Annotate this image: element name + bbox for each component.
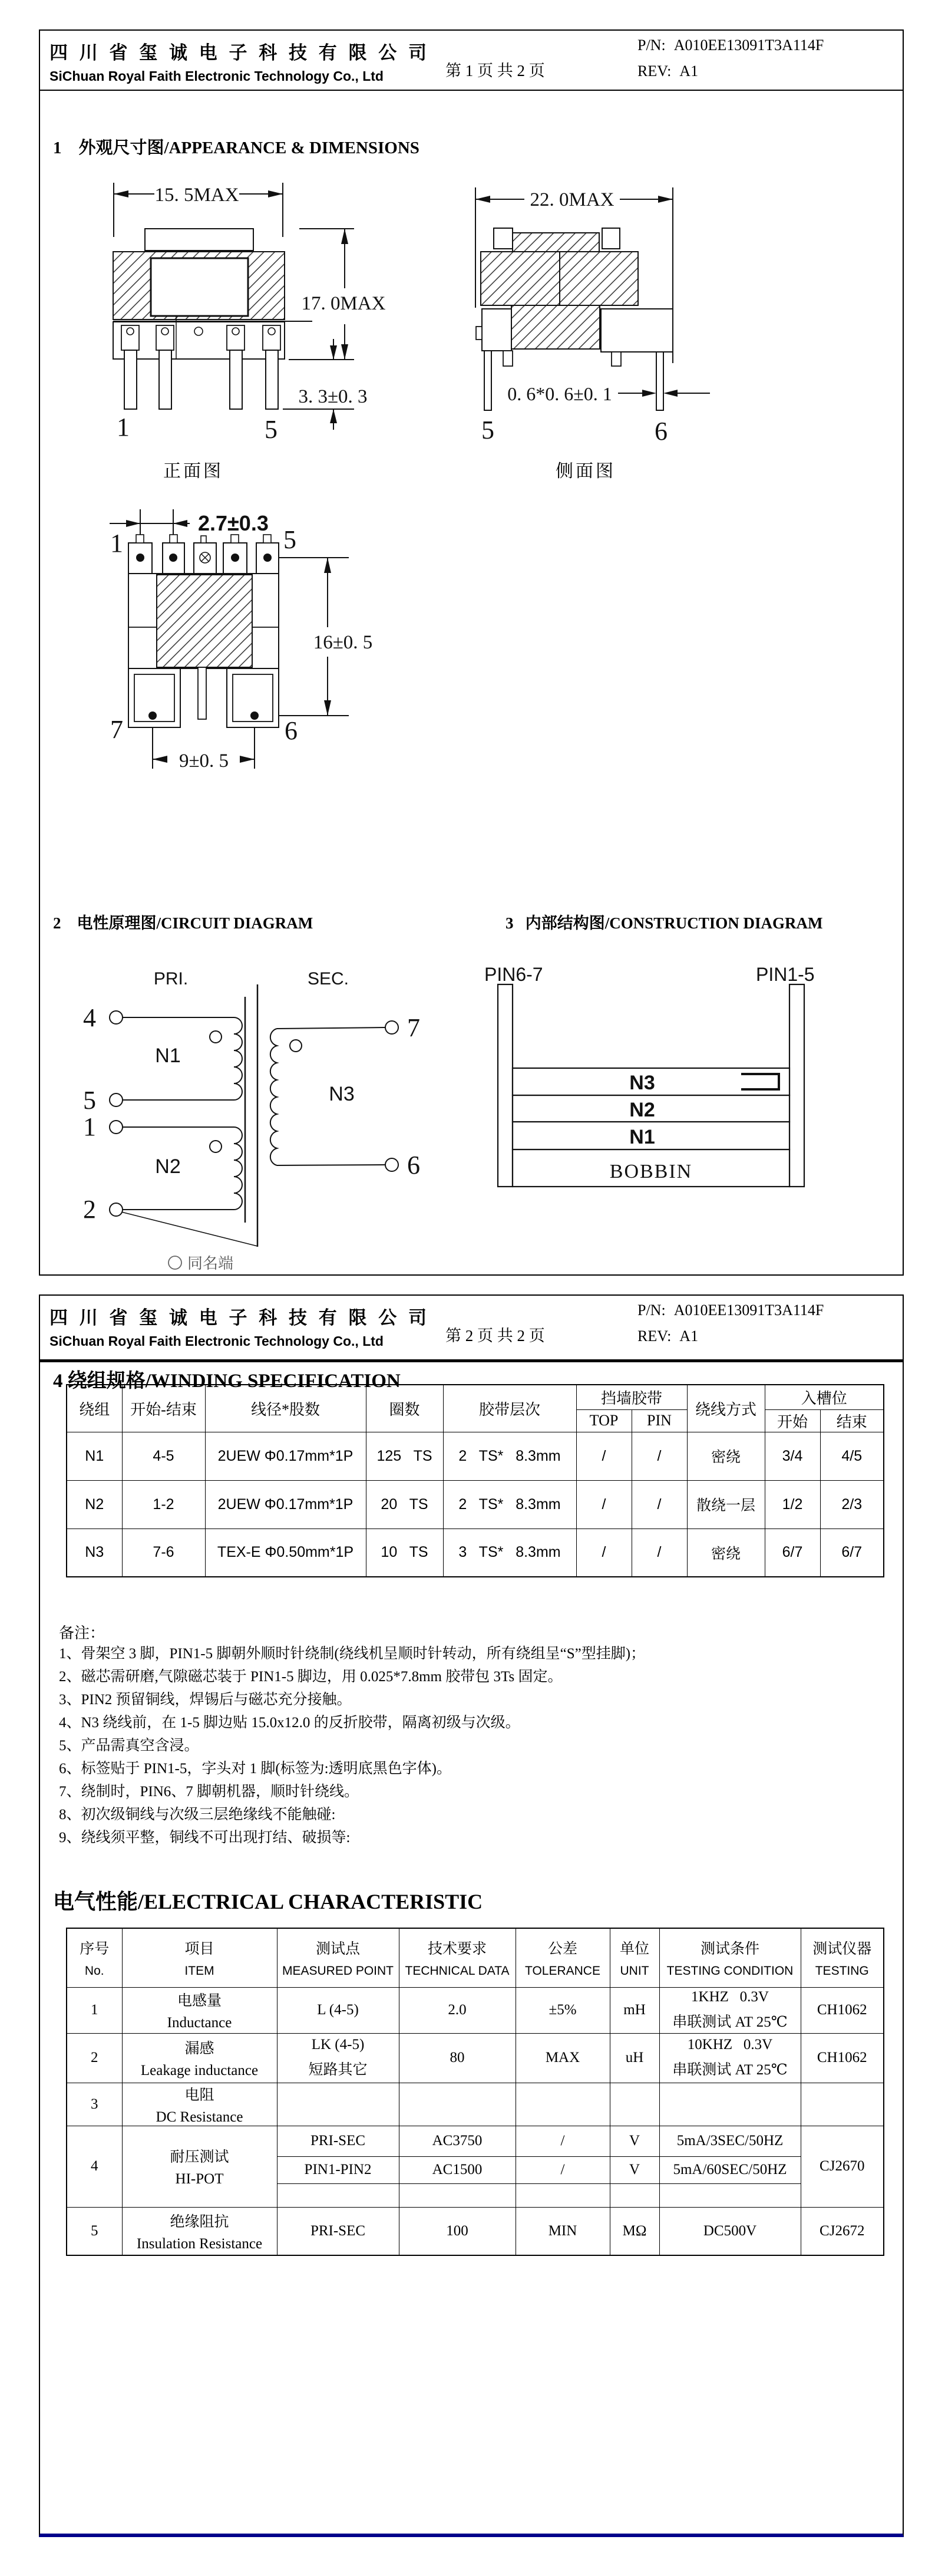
cell: DC500V (659, 2207, 801, 2255)
cell (399, 2083, 516, 2126)
winding-row-n1 (67, 1432, 884, 1480)
cell: PRI-SEC (277, 2126, 399, 2156)
cell: PRI-SEC (277, 2207, 399, 2255)
cell: 2UEW Φ0.17mm*1P (205, 1432, 366, 1480)
hdr-en: TOLERANCE (525, 1964, 600, 1978)
hdr-en: MEASURED POINT (282, 1964, 394, 1978)
item-cn: 耐压测试 (170, 2149, 229, 2165)
layer-n2-label: N2 (629, 1099, 655, 1121)
rev-value: A1 (679, 62, 699, 80)
electrical-title: 电气性能/ELECTRICAL CHARACTERISTIC (53, 1890, 483, 1913)
hdr-en: TESTING (815, 1964, 869, 1978)
note-item: 7、绕制时，PIN6、7 脚朝机器，顺时针绕线。 (59, 1784, 359, 1800)
cell: 2 TS* 8.3mm (443, 1432, 576, 1480)
bottom-dim-pitch-label: 2.7±0.3 (198, 511, 269, 535)
hdr-cn: 测试仪器 (812, 1941, 872, 1958)
revision-line (637, 1327, 698, 1345)
polarity-dot-icons (210, 1031, 302, 1152)
winding-row-n3 (67, 1529, 884, 1577)
cell: 3/4 (765, 1432, 820, 1480)
circuit-pin5: 5 (83, 1086, 96, 1115)
cell: 密绕 (687, 1432, 765, 1480)
circuit-pin2: 2 (83, 1195, 96, 1224)
section1-title: 1 外观尺寸图/APPEARANCE & DIMENSIONS (53, 139, 419, 157)
circuit-diagram (47, 956, 430, 1274)
legend-dot-icon (169, 1256, 181, 1269)
bottom-dim-span-label: 9±0. 5 (179, 750, 229, 772)
cell: CJ2670 (801, 2126, 884, 2207)
cell: 4 (67, 2126, 122, 2207)
side-pin5-label: 5 (481, 416, 494, 444)
construction-right-label: PIN1-5 (756, 964, 815, 985)
cell: mH (610, 1987, 659, 2033)
rev-value: A1 (679, 1327, 699, 1345)
pn-value: A010EE13091T3A114F (673, 37, 824, 54)
cell: 2UEW Φ0.17mm*1P (205, 1480, 366, 1529)
cell: 2 (67, 2033, 122, 2083)
cell: uH (610, 2033, 659, 2083)
bottom-view-drawing (82, 502, 412, 779)
cell (277, 2083, 399, 2126)
company-name-en: SiChuan Royal Faith Electronic Technology Co., Ltd (49, 1333, 384, 1349)
side-pin6-label: 6 (655, 417, 668, 446)
page-2 (39, 1294, 904, 2537)
cell: / (576, 1480, 632, 1529)
hdr-cn: 公差 (547, 1941, 577, 1958)
cell: / (632, 1480, 687, 1529)
winding-n3-label: N3 (329, 1083, 355, 1105)
item-cn: 电阻 (184, 2087, 214, 2103)
cell: AC1500 (399, 2156, 516, 2183)
page-1 (39, 29, 904, 1276)
cell (122, 1987, 277, 2033)
circuit-pin6: 6 (407, 1151, 420, 1180)
col-turns: 圈数 (366, 1385, 443, 1432)
cell (516, 2183, 610, 2207)
pn-value: A010EE13091T3A114F (673, 1302, 824, 1319)
hdr-cn: 测试点 (315, 1941, 360, 1958)
cell: N1 (67, 1432, 122, 1480)
pri-label: PRI. (153, 969, 189, 989)
col-pin: PIN (632, 1409, 687, 1432)
construction-left-label: PIN6-7 (484, 964, 543, 985)
cell: 3 (67, 2083, 122, 2126)
cond-line2: 串联测试 AT 25℃ (672, 2062, 788, 2078)
bobbin-label: BOBBIN (609, 1161, 693, 1182)
hdr-cn: 测试条件 (700, 1941, 759, 1958)
cell: 100 (399, 2207, 516, 2255)
company-name-cn: 四 川 省 玺 诚 电 子 科 技 有 限 公 司 (49, 42, 430, 63)
cell: V (610, 2156, 659, 2183)
notes-label: 备注： (59, 1625, 105, 1642)
cell: TEX-E Φ0.50mm*1P (205, 1529, 366, 1577)
front-body (113, 229, 312, 409)
note-item: 3、PIN2 预留铜线，焊锡后与磁芯充分接触。 (59, 1692, 352, 1708)
part-number-line (637, 37, 824, 54)
legend-label: 同名端 (187, 1255, 234, 1272)
point-line1: LK (4-5) (311, 2037, 365, 2053)
cell (122, 2083, 277, 2126)
note-item: 6、标签贴于 PIN1-5，字头对 1 脚(标签为:透明底黑色字体)。 (59, 1761, 451, 1777)
cell: / (632, 1432, 687, 1480)
cell: 2.0 (399, 1987, 516, 2033)
cell (659, 1987, 801, 2033)
col-item (122, 1928, 277, 1987)
cell (516, 2083, 610, 2126)
cond-line1: 10KHZ 0.3V (687, 2037, 773, 2053)
cell (399, 2183, 516, 2207)
bottom-pin1-label: 1 (110, 529, 123, 558)
cell: 6/7 (765, 1529, 820, 1577)
bottom-dim-height-label: 16±0. 5 (313, 632, 373, 653)
cell: 1/2 (765, 1480, 820, 1529)
cell: 5mA/3SEC/50HZ (659, 2126, 801, 2156)
circuit-pin4: 4 (83, 1003, 96, 1032)
side-dim-pin-label: 0. 6*0. 6±0. 1 (507, 383, 612, 404)
cell: 7-6 (122, 1529, 205, 1577)
rev-label: REV: (637, 1327, 672, 1345)
winding-row-n2 (67, 1480, 884, 1529)
company-name-cn: 四 川 省 玺 诚 电 子 科 技 有 限 公 司 (49, 1307, 430, 1328)
cell: 密绕 (687, 1529, 765, 1577)
elec-row-1 (67, 1987, 884, 2033)
cond-line2: 串联测试 AT 25℃ (672, 2014, 788, 2030)
hdr-en: TECHNICAL DATA (405, 1964, 510, 1978)
layer-n3-label: N3 (629, 1072, 655, 1094)
cell: 3 TS* 8.3mm (443, 1529, 576, 1577)
cell: 5mA/60SEC/50HZ (659, 2156, 801, 2183)
note-item: 5、产品需真空含浸。 (59, 1738, 199, 1754)
cell: ±5% (516, 1987, 610, 2033)
cell: 6/7 (820, 1529, 884, 1577)
col-no (67, 1928, 122, 1987)
cell: MAX (516, 2033, 610, 2083)
page2-page-number: 第 2 页 共 2 页 (445, 1327, 545, 1345)
cell: 20 TS (366, 1480, 443, 1529)
cell: PIN1-PIN2 (277, 2156, 399, 2183)
cell: CH1062 (801, 2033, 884, 2083)
col-winding: 绕组 (67, 1385, 122, 1432)
front-pin5-label: 5 (265, 415, 277, 444)
cell: 4/5 (820, 1432, 884, 1480)
circuit-pin7: 7 (407, 1013, 420, 1042)
elec-row-4a (67, 2126, 884, 2156)
note-item: 2、磁芯需研磨,气隙磁芯装于 PIN1-5 脚边，用 0.025*7.8mm 胶带包 3Ts 固定。 (59, 1669, 563, 1685)
hdr-en: TESTING CONDITION (666, 1964, 794, 1978)
front-dim-pin-label: 3. 3±0. 3 (298, 386, 368, 407)
part-number-line (637, 1302, 824, 1319)
note-item: 8、初次级铜线与次级三层绝缘线不能触碰: (59, 1807, 336, 1823)
cell (801, 2083, 884, 2126)
elec-row-5 (67, 2207, 884, 2255)
col-cond (659, 1928, 801, 1987)
cell: N2 (67, 1480, 122, 1529)
pn-label: P/N: (637, 1302, 666, 1319)
col-tape: 胶带层次 (443, 1385, 576, 1432)
circuit-pin1: 1 (83, 1112, 96, 1141)
col-slot-start: 开始 (765, 1409, 820, 1432)
side-view-caption: 侧面图 (556, 462, 616, 481)
cell (610, 2083, 659, 2126)
item-en: HI-POT (175, 2171, 224, 2187)
circuit-terminals (110, 1011, 398, 1216)
front-view-drawing (59, 178, 389, 455)
electrical-table (66, 1928, 884, 2256)
item-en: DC Resistance (156, 2109, 243, 2125)
item-cn: 电感量 (177, 1993, 222, 2009)
col-wire: 线径*股数 (205, 1385, 366, 1432)
cell: AC3750 (399, 2126, 516, 2156)
cell: 80 (399, 2033, 516, 2083)
cell (659, 2033, 801, 2083)
col-slot: 入槽位 (765, 1385, 884, 1409)
hdr-en: No. (84, 1964, 104, 1978)
col-slot-end: 结束 (820, 1409, 884, 1432)
cell: 5 (67, 2207, 122, 2255)
cell: 10 TS (366, 1529, 443, 1577)
front-dim-width-label: 15. 5MAX (154, 185, 239, 206)
front-dim-height-label: 17. 0MAX (301, 293, 386, 314)
cell: 散绕一层 (687, 1480, 765, 1529)
col-inst (801, 1928, 884, 1987)
hdr-cn: 单位 (619, 1941, 649, 1958)
cell: 2 TS* 8.3mm (443, 1480, 576, 1529)
cell (277, 2183, 399, 2207)
note-item: 9、绕线须平整，铜线不可出现打结、破损等: (59, 1830, 351, 1846)
cell: 125 TS (366, 1432, 443, 1480)
notes-list (59, 1642, 645, 1849)
cell: 2/3 (820, 1480, 884, 1529)
cell: 1 (67, 1987, 122, 2033)
cell: CH1062 (801, 1987, 884, 2033)
cell: N3 (67, 1529, 122, 1577)
cell (122, 2033, 277, 2083)
layer-n1-label: N1 (629, 1126, 655, 1148)
section2-title: 2 电性原理图/CIRCUIT DIAGRAM (53, 914, 313, 932)
cell: / (576, 1529, 632, 1577)
cell: MIN (516, 2207, 610, 2255)
front-pin1-label: 1 (117, 413, 130, 442)
bottom-pin5-label: 5 (283, 525, 296, 554)
cell (659, 2083, 801, 2126)
page1-page-number: 第 1 页 共 2 页 (445, 62, 545, 80)
hdr-cn: 序号 (80, 1941, 110, 1958)
col-method: 绕线方式 (687, 1385, 765, 1432)
col-tol (516, 1928, 610, 1987)
cell: 4-5 (122, 1432, 205, 1480)
cell (122, 2207, 277, 2255)
company-name-en: SiChuan Royal Faith Electronic Technology Co., Ltd (49, 68, 384, 84)
cell: / (516, 2156, 610, 2183)
note-item: 4、N3 绕线前，在 1-5 脚边贴 15.0x12.0 的反折胶带，隔离初级与次级。 (59, 1715, 520, 1731)
front-view-caption: 正面图 (163, 462, 223, 481)
note-item: 1、骨架空 3 脚，PIN1-5 脚朝外顺时针绕制(绕线机呈顺时针转动，所有绕组呈“S”型挂脚)； (59, 1646, 646, 1662)
col-data (399, 1928, 516, 1987)
cell: CJ2672 (801, 2207, 884, 2255)
pn-label: P/N: (637, 37, 666, 54)
bottom-pin6-label: 6 (285, 716, 298, 745)
point-line2: 短路其它 (308, 2062, 368, 2078)
cell: / (632, 1529, 687, 1577)
col-top: TOP (576, 1409, 632, 1432)
cell: MΩ (610, 2207, 659, 2255)
bottom-pin7-label: 7 (110, 715, 123, 744)
circuit-wires (121, 984, 385, 1247)
item-en: Inductance (167, 2015, 232, 2031)
col-unit (610, 1928, 659, 1987)
winding-n1-label: N1 (155, 1045, 181, 1067)
cell: / (576, 1432, 632, 1480)
col-start-end: 开始-结束 (122, 1385, 205, 1432)
hdr-cn: 技术要求 (427, 1941, 487, 1958)
cell (659, 2183, 801, 2207)
cell: L (4-5) (277, 1987, 399, 2033)
item-cn: 绝缘阻抗 (170, 2213, 229, 2230)
cell (277, 2033, 399, 2083)
item-en: Insulation Resistance (136, 2235, 263, 2252)
winding-n2-label: N2 (155, 1155, 181, 1178)
revision-line (637, 62, 698, 80)
hdr-en: ITEM (184, 1964, 214, 1978)
side-dim-width-label: 22. 0MAX (530, 189, 614, 210)
cell: 1-2 (122, 1480, 205, 1529)
cond-line1: 1KHZ 0.3V (691, 1989, 769, 2005)
rev-label: REV: (637, 62, 672, 80)
col-wall-tape: 挡墙胶带 (576, 1385, 687, 1409)
cell: / (516, 2126, 610, 2156)
item-cn: 漏感 (184, 2041, 214, 2057)
bottom-body (128, 535, 279, 727)
cell (122, 2126, 277, 2207)
construction-diagram (460, 956, 860, 1204)
item-en: Leakage inductance (140, 2063, 259, 2078)
cell (610, 2183, 659, 2207)
col-point (277, 1928, 399, 1987)
section3-title: 3 内部结构图/CONSTRUCTION DIAGRAM (506, 914, 823, 932)
hdr-cn: 项目 (184, 1941, 214, 1958)
elec-row-3 (67, 2083, 884, 2126)
cell: V (610, 2126, 659, 2156)
side-view-drawing (448, 178, 731, 455)
winding-spec-table (66, 1384, 884, 1577)
hdr-en: UNIT (620, 1964, 649, 1978)
section4-title: 4 绕组规格/WINDING SPECIFICATION (53, 1371, 401, 1392)
sec-label: SEC. (307, 969, 349, 989)
elec-row-2 (67, 2033, 884, 2083)
